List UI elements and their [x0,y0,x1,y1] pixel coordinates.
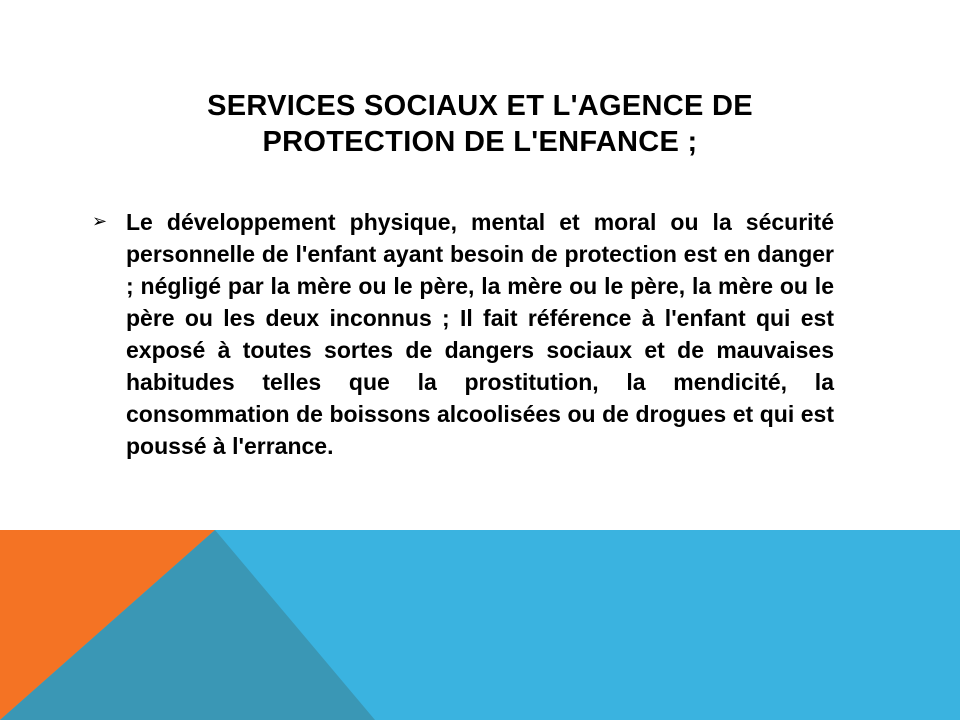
arrow-bullet-icon: ➢ [92,211,108,232]
slide-content [92,206,834,462]
slide-title: SERVICES SOCIAUX ET L'AGENCE DE PROTECTION DE L'ENFANCE ; [207,90,753,158]
bullet-text: Le développement physique, mental et moral ou la sécurité personnelle de l'enfant ayant besoin de protection est en danger ; négligé par la mère ou le père, la mère ou le père, la mère ou le père ou les deux inconnus ; Il fait référence à l'enfant qui est exposé à toutes sortes de dangers sociaux et de mauvaises habitudes telles que la prostitution, la mendicité, la consommation de boissons alcoolisées ou de drogues et qui est poussé à l'errance. [126,209,834,459]
decorative-band [0,530,960,720]
bullet-item [92,206,834,462]
